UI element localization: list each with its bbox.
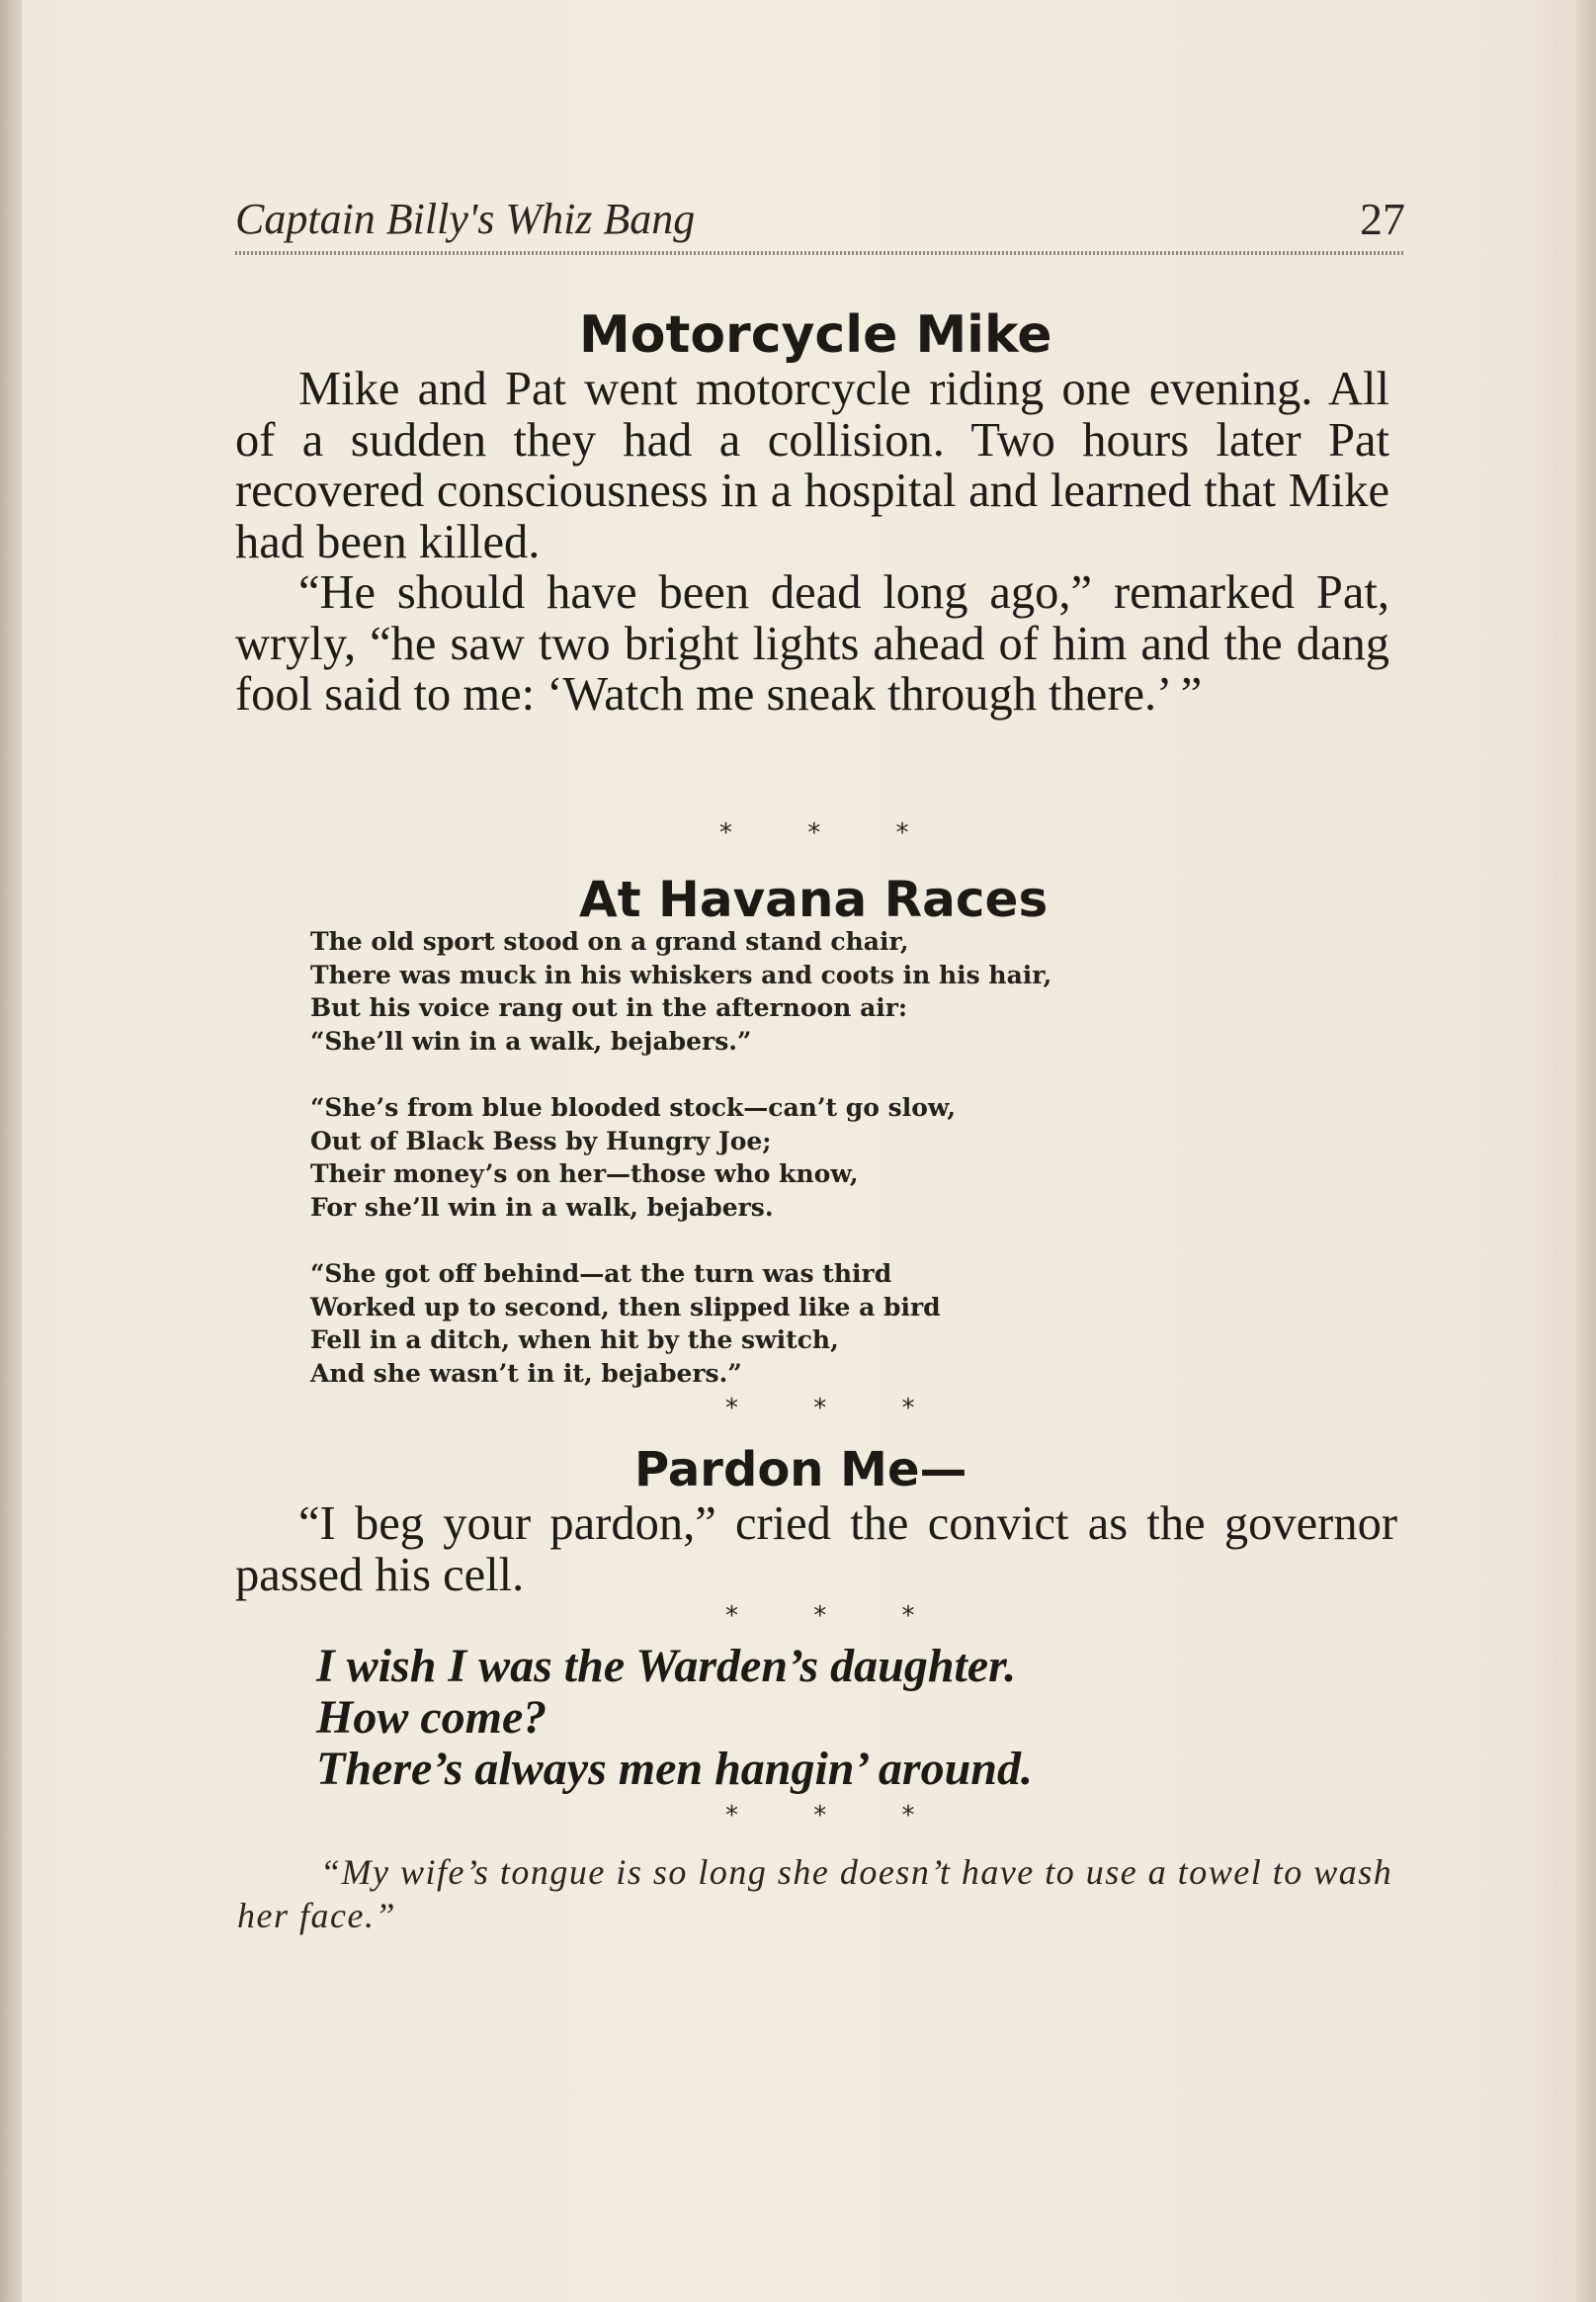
poem-line: Fell in a ditch, when hit by the switch, — [310, 1325, 839, 1354]
motorcycle-mike-body — [235, 364, 1389, 721]
poem-line: Worked up to second, then slipped like a bird — [310, 1292, 941, 1322]
section-separator: * * * — [725, 1394, 949, 1423]
warden-joke — [316, 1641, 1033, 1795]
page-right-edge — [1576, 0, 1596, 2302]
joke-line: There’s always men hangin’ around. — [316, 1743, 1033, 1795]
poem-line: Their money’s on her—those who know, — [310, 1159, 859, 1188]
poem-line: “She got off behind—at the turn was third — [310, 1259, 892, 1288]
poem-line: There was muck in his whiskers and coots in his hair, — [310, 960, 1052, 989]
paragraph: “He should have been dead long ago,” remarked Pat, wryly, “he saw two bright lights ahead of him and the dang fool said to me: ‘Watch me sneak through there.’ ” — [235, 566, 1389, 721]
poem-line: “She’ll win in a walk, bejabers.” — [310, 1026, 752, 1056]
section-separator: * * * — [725, 1601, 949, 1631]
header-rule — [235, 251, 1405, 255]
page-left-edge — [0, 0, 22, 2302]
paragraph: “I beg your pardon,” cried the convict as the governor passed his cell. — [235, 1497, 1397, 1601]
stanza — [310, 1257, 1378, 1390]
pardon-me-body — [235, 1498, 1397, 1600]
running-head — [235, 194, 1405, 263]
section-separator: * * * — [725, 1801, 949, 1831]
section-title-havana-races: At Havana Races — [579, 871, 1049, 928]
quote-text: “My wife’s tongue is so long she doesn’t have to use a towel to wash her face.” — [237, 1852, 1393, 1935]
poem — [310, 925, 1378, 1423]
section-title-motorcycle-mike: Motorcycle Mike — [579, 305, 1052, 365]
joke-line: How come? — [316, 1691, 547, 1744]
page-number: 27 — [1360, 194, 1405, 244]
joke-line: I wish I was the Warden’s daughter. — [316, 1640, 1017, 1692]
closing-quote — [237, 1850, 1399, 1937]
stanza — [310, 925, 1378, 1058]
poem-line: Out of Black Bess by Hungry Joe; — [310, 1126, 772, 1155]
poem-line: For she’ll win in a walk, bejabers. — [310, 1192, 774, 1222]
section-separator: * * * — [719, 818, 943, 848]
poem-line: “She’s from blue blooded stock—can’t go slow, — [310, 1093, 957, 1122]
poem-line: And she wasn’t in it, bejabers.” — [310, 1358, 742, 1388]
stanza — [310, 1091, 1378, 1224]
magazine-title: Captain Billy's Whiz Bang — [235, 195, 696, 243]
poem-line: But his voice rang out in the afternoon air: — [310, 993, 908, 1022]
paragraph: Mike and Pat went motorcycle riding one evening. All of a sudden they had a collision. Two hours later Pat recovered consciousness in a hospital and learned that Mike had been killed. — [235, 363, 1389, 568]
poem-line: The old sport stood on a grand stand chair, — [310, 927, 909, 956]
section-title-pardon-me: Pardon Me— — [634, 1442, 967, 1497]
